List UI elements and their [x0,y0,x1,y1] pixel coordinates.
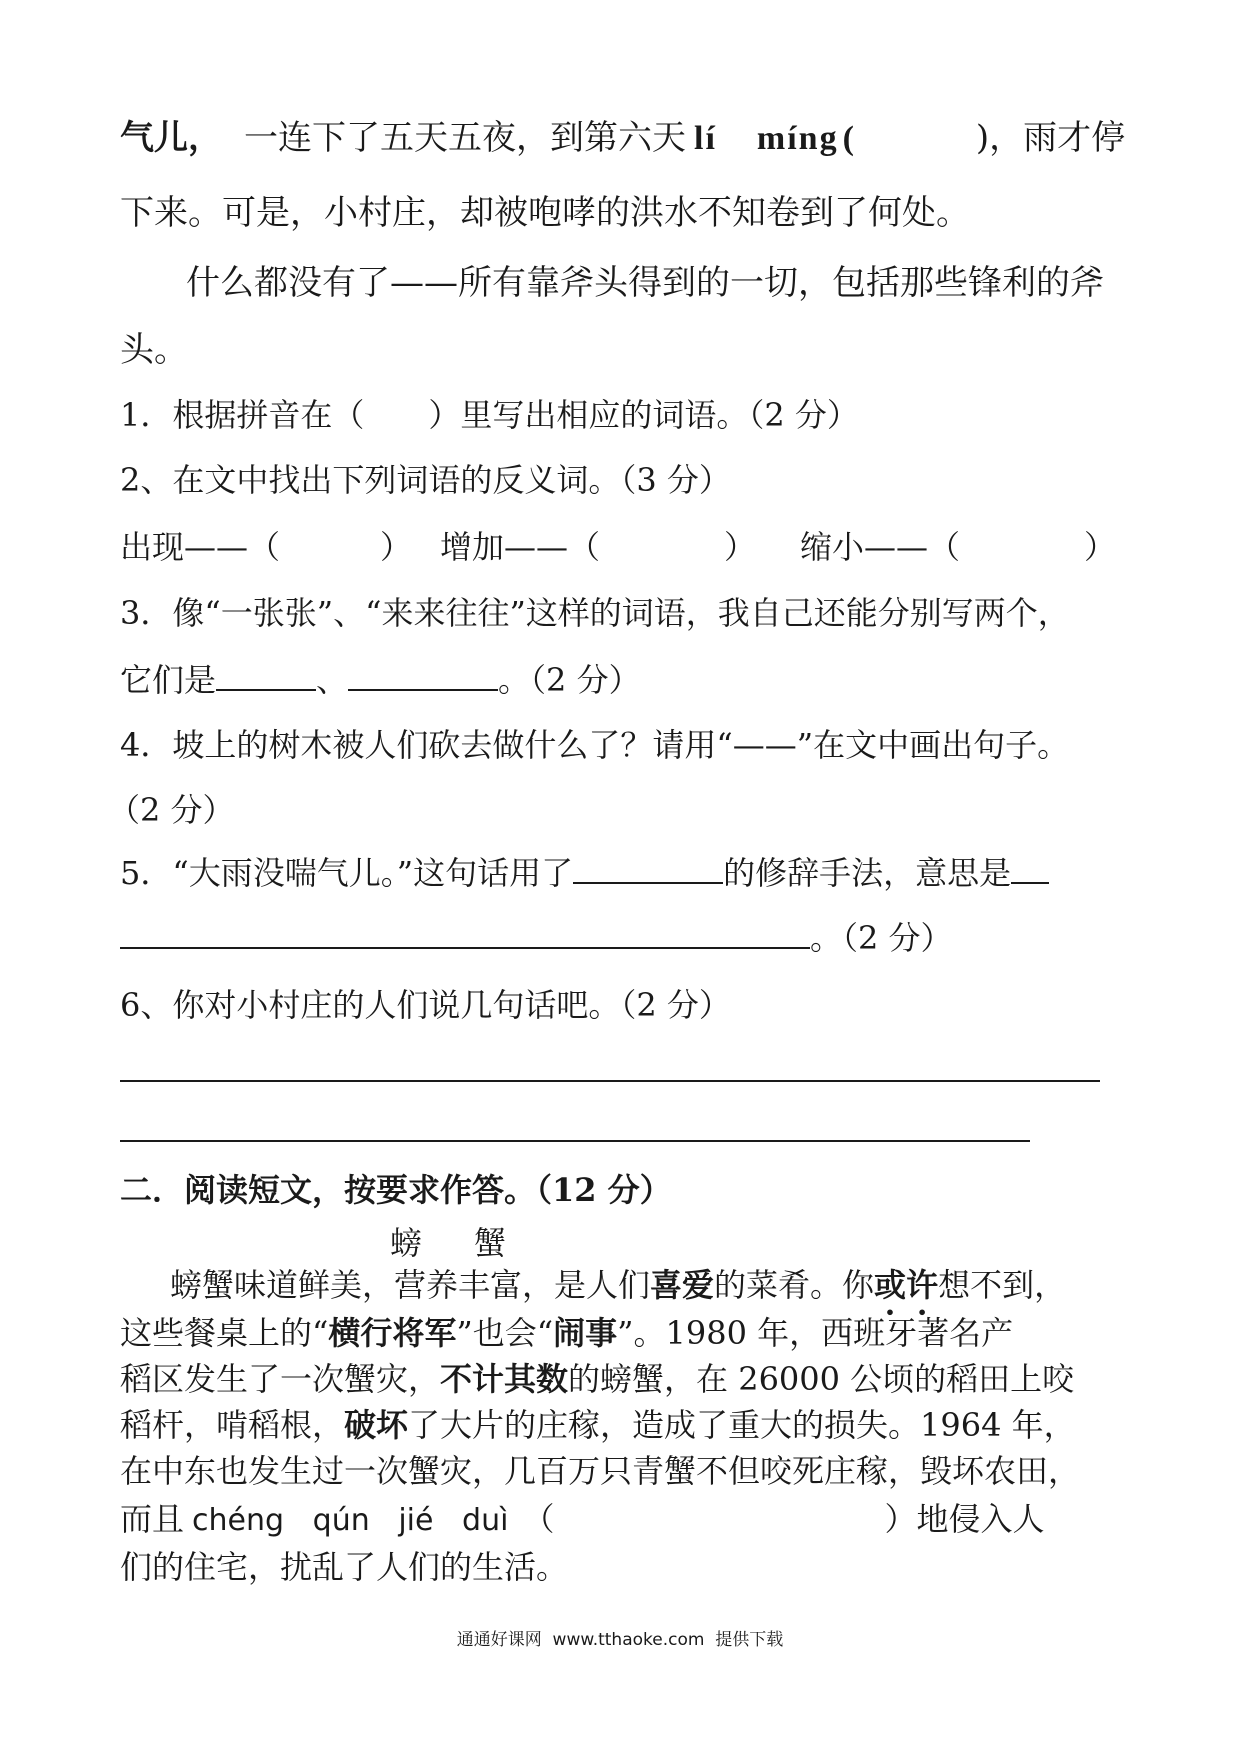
question-text: 、 [316,661,349,699]
article-text: 稻杆，啃稻根， [120,1406,345,1444]
keyword: 破坏 [344,1406,409,1444]
question-2-item-3 [800,522,1116,568]
article-text: ”也会“ [456,1314,554,1352]
pinyin-text: lí [694,120,717,157]
passage-text: )，雨才停 [975,118,1126,158]
article-line-5: 在中东也发生过一次蟹灾，几百万只青蟹不但咬死庄稼，毁坏农田， [120,1452,1081,1490]
passage-line-3: 什么都没有了——所有靠斧头得到的一切，包括那些锋利的斧 [186,263,1104,303]
article-text: 了大片的庄稼，造成了重大的损失。1964 年， [408,1406,1076,1444]
keyword: 闹事 [553,1314,618,1352]
article-line-3 [120,1354,1074,1400]
passage-line-1 [120,110,1125,159]
question-text: 。（2 分） [498,661,641,699]
question-2-item-1 [120,522,412,568]
passage-line-4: 头。 [120,330,188,370]
question-3-line-2 [120,655,641,701]
passage-line-2: 下来。可是，小村庄，却被咆哮的洪水不知卷到了何处。 [120,193,970,233]
question-5-line-2 [120,913,953,959]
antonym-word: 缩小——（ [800,528,961,566]
keyword: 横行将军 [328,1314,457,1352]
question-2-item-2 [440,522,756,568]
article-line-6 [120,1494,1044,1540]
pinyin-text: míng [756,120,839,157]
pinyin-text: chéng qún jié duì [192,1503,509,1538]
blank-close: ） [380,528,413,566]
article-text: ）地侵入人 [884,1500,1045,1538]
article-text: 的螃蟹，在 26000 公顷的稻田上咬 [568,1360,1075,1398]
footer-credit: 通通好课网 www.tthaoke.com 提供下载 [456,1630,784,1650]
answer-blank[interactable] [348,659,498,691]
blank-close: ） [724,528,757,566]
section-heading: 二．阅读短文，按要求作答。（12 分） [120,1171,672,1209]
question-2: 2、在文中找出下列词语的反义词。（3 分） [120,461,731,499]
answer-blank[interactable] [1011,852,1049,884]
article-text: 稻区发生了一次蟹灾， [120,1360,441,1398]
keyword: 喜爱 [650,1266,715,1304]
keyword: 不计其数 [440,1360,569,1398]
article-line-1 [170,1260,1066,1306]
question-3-line-1: 3．像“一张张”、“来来往往”这样的词语，我自己还能分别写两个， [120,594,1070,632]
article-text: 螃蟹味道鲜美，营养丰富，是人们 [170,1266,651,1304]
question-5-line-1 [120,848,1049,894]
dotted-char: 或 [874,1266,907,1304]
answer-line[interactable] [120,1080,1100,1082]
passage-text: 一连下了五天五夜，到第六天 [244,118,686,158]
antonym-word: 增加——（ [440,528,601,566]
question-1: 1．根据拼音在（ ）里写出相应的词语。（2 分） [120,396,859,434]
passage-text: 气儿， [120,118,222,158]
question-text: 5．“大雨没喘气儿。”这句话用了 [120,854,574,892]
question-text: 的修辞手法，意思是 [723,854,1012,892]
article-text: 而且 [120,1500,185,1538]
question-text: 。（2 分） [810,919,953,957]
article-line-2 [120,1308,1013,1354]
question-4-line-1: 4．坡上的树木被人们砍去做什么了？请用“——”在文中画出句子。 [120,726,1070,764]
article-text: 的菜肴。你 [714,1266,875,1304]
answer-blank[interactable] [573,852,723,884]
title-char: 蟹 [474,1224,507,1262]
blank-close: ） [1084,528,1117,566]
blank-open: ( [842,120,856,157]
article-line-4 [120,1400,1076,1446]
answer-blank[interactable] [216,659,316,691]
article-text: ”。1980 年，西班牙著名产 [617,1314,1014,1352]
dotted-char: 许 [906,1266,939,1304]
question-6: 6、你对小村庄的人们说几句话吧。（2 分） [120,986,731,1024]
answer-line[interactable] [120,1140,1030,1142]
article-line-7: 们的住宅，扰乱了人们的生活。 [120,1548,569,1586]
title-char: 螃 [390,1224,423,1262]
question-4-line-2: （2 分） [108,791,235,829]
answer-blank[interactable] [120,917,810,949]
article-text: 想不到， [938,1266,1067,1304]
blank-open: （ [522,1500,555,1538]
antonym-word: 出现——（ [120,528,281,566]
article-text: 这些餐桌上的“ [120,1314,329,1352]
article-title [390,1218,506,1264]
question-text: 它们是 [120,661,217,699]
